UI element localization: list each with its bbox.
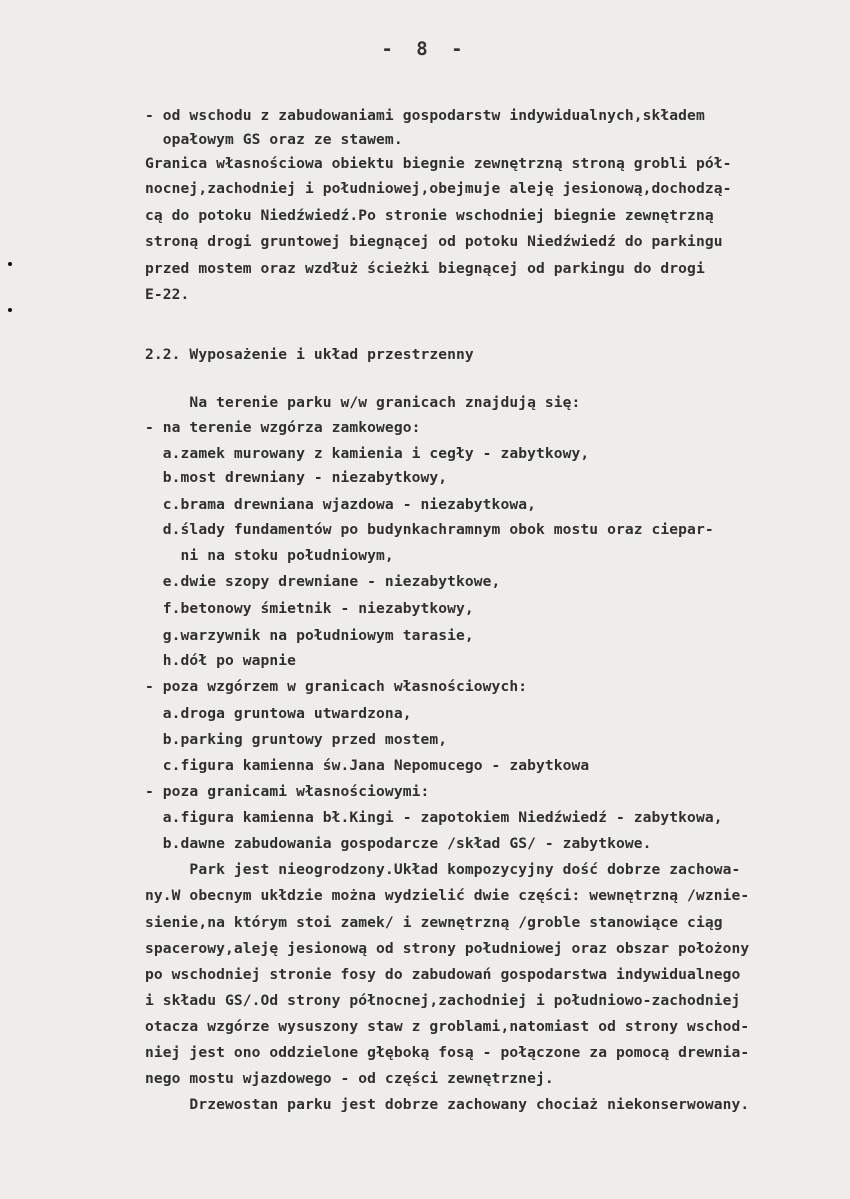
list-item: c.figura kamienna św.Jana Nepomucego - zabytkowa <box>145 757 590 774</box>
text-line: Na terenie parku w/w granicach znajdują się: <box>145 394 581 411</box>
text-line: niej jest ono oddzielone głęboką fosą - połączone za pomocą drewnia- <box>145 1044 750 1061</box>
list-item: g.warzywnik na południowym tarasie, <box>145 627 474 644</box>
text-line: E-22. <box>145 286 190 303</box>
text-line: cą do potoku Niedźwiedź.Po stronie wschodniej biegnie zewnętrzną <box>145 207 714 224</box>
list-item: d.ślady fundamentów po budynkachramnym obok mostu oraz ciepar- <box>145 521 714 538</box>
text-line: otacza wzgórze wysuszony staw z groblami,natomiast od strony wschod- <box>145 1018 750 1035</box>
text-line: po wschodniej stronie fosy do zabudowań gospodarstwa indywidualnego <box>145 966 741 983</box>
text-line: Park jest nieogrodzony.Układ kompozycyjny dość dobrze zachowa- <box>145 861 741 878</box>
list-item: f.betonowy śmietnik - niezabytkowy, <box>145 600 474 617</box>
list-item: e.dwie szopy drewniane - niezabytkowe, <box>145 573 501 590</box>
list-item: b.dawne zabudowania gospodarcze /skład GS/ - zabytkowe. <box>145 835 652 852</box>
text-line: spacerowy,aleję jesionową od strony południowej oraz obszar położony <box>145 940 750 957</box>
text-line: Granica własnościowa obiektu biegnie zewnętrzną stroną grobli pół- <box>145 155 732 172</box>
list-heading: - poza granicami własnościowymi: <box>145 783 430 800</box>
list-item: h.dół po wapnie <box>145 652 297 669</box>
text-line: opałowym GS oraz ze stawem. <box>145 131 403 148</box>
list-item: ni na stoku południowym, <box>145 547 394 564</box>
list-item: b.most drewniany - niezabytkowy, <box>145 469 448 486</box>
text-line: ny.W obecnym ukłdzie można wydzielić dwie części: wewnętrzną /wznie- <box>145 887 750 904</box>
text-line: nocnej,zachodniej i południowej,obejmuje aleję jesionową,dochodzą- <box>145 180 732 197</box>
text-line: - od wschodu z zabudowaniami gospodarstw indywidualnych,składem <box>145 107 705 124</box>
margin-mark <box>8 308 12 312</box>
list-heading: - poza wzgórzem w granicach własnościowych: <box>145 678 528 695</box>
text-line: przed mostem oraz wzdłuż ścieżki biegnącej od parkingu do drogi <box>145 260 705 277</box>
section-heading: 2.2. Wyposażenie i układ przestrzenny <box>145 346 474 363</box>
text-line: stroną drogi gruntowej biegnącej od potoku Niedźwiedź do parkingu <box>145 233 723 250</box>
margin-mark <box>8 262 12 266</box>
list-heading: - na terenie wzgórza zamkowego: <box>145 419 421 436</box>
list-item: b.parking gruntowy przed mostem, <box>145 731 448 748</box>
list-item: c.brama drewniana wjazdowa - niezabytkowa, <box>145 496 536 513</box>
list-item: a.zamek murowany z kamienia i cegły - zabytkowy, <box>145 445 590 462</box>
page-number: - 8 - <box>381 38 469 60</box>
text-line: Drzewostan parku jest dobrze zachowany chociaż niekonserwowany. <box>145 1096 750 1113</box>
list-item: a.figura kamienna bł.Kingi - zapotokiem Niedźwiedź - zabytkowa, <box>145 809 723 826</box>
list-item: a.droga gruntowa utwardzona, <box>145 705 412 722</box>
text-line: nego mostu wjazdowego - od części zewnętrznej. <box>145 1070 554 1087</box>
text-line: sienie,na którym stoi zamek/ i zewnętrzną /groble stanowiące ciąg <box>145 914 723 931</box>
text-line: i składu GS/.Od strony północnej,zachodniej i południowo-zachodniej <box>145 992 741 1009</box>
